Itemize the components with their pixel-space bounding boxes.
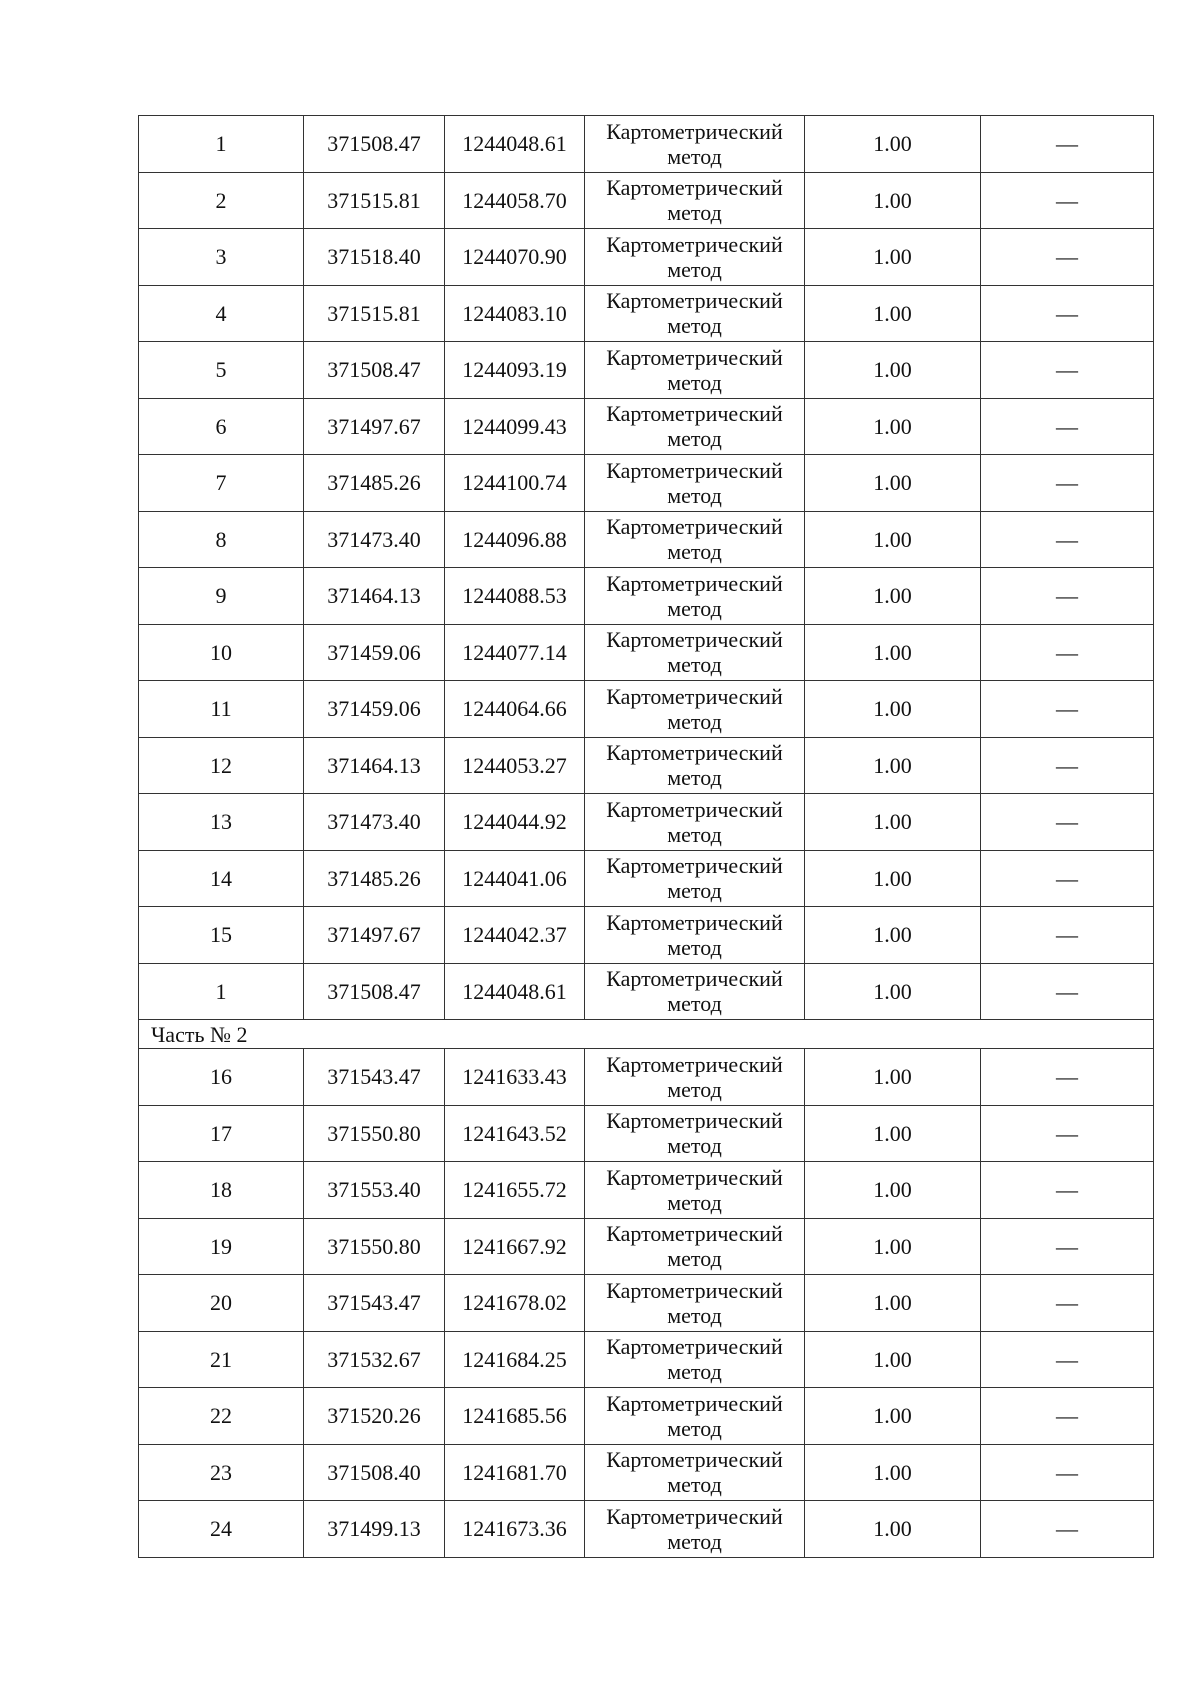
point-number-cell: 9 (139, 568, 304, 625)
table-row (139, 568, 1154, 625)
point-number-cell: 14 (139, 850, 304, 907)
y-coordinate-cell: 1244053.27 (445, 737, 585, 794)
y-coordinate-cell: 1241681.70 (445, 1444, 585, 1501)
point-number-cell: 7 (139, 455, 304, 512)
precision-cell: 1.00 (805, 794, 981, 851)
method-cell: Картометрический метод (585, 1049, 805, 1106)
point-number-cell: 8 (139, 511, 304, 568)
y-coordinate-cell: 1241673.36 (445, 1501, 585, 1558)
method-cell: Картометрический метод (585, 229, 805, 286)
precision-cell: 1.00 (805, 850, 981, 907)
method-cell: Картометрический метод (585, 285, 805, 342)
point-number-cell: 16 (139, 1049, 304, 1106)
x-coordinate-cell: 371459.06 (304, 624, 445, 681)
table-row (139, 342, 1154, 399)
table-row (139, 398, 1154, 455)
precision-cell: 1.00 (805, 963, 981, 1020)
point-number-cell: 21 (139, 1331, 304, 1388)
x-coordinate-cell: 371508.47 (304, 116, 445, 173)
method-cell: Картометрический метод (585, 794, 805, 851)
table-row (139, 1162, 1154, 1219)
section-row (139, 1020, 1154, 1049)
table-row (139, 511, 1154, 568)
x-coordinate-cell: 371485.26 (304, 850, 445, 907)
x-coordinate-cell: 371464.13 (304, 568, 445, 625)
method-cell: Картометрический метод (585, 1501, 805, 1558)
precision-cell: 1.00 (805, 172, 981, 229)
point-number-cell: 1 (139, 963, 304, 1020)
method-cell: Картометрический метод (585, 624, 805, 681)
coordinates-table (138, 115, 1154, 1558)
description-cell: — (981, 737, 1154, 794)
description-cell: — (981, 963, 1154, 1020)
y-coordinate-cell: 1244070.90 (445, 229, 585, 286)
y-coordinate-cell: 1244100.74 (445, 455, 585, 512)
y-coordinate-cell: 1241684.25 (445, 1331, 585, 1388)
x-coordinate-cell: 371464.13 (304, 737, 445, 794)
precision-cell: 1.00 (805, 1218, 981, 1275)
table-row (139, 1501, 1154, 1558)
precision-cell: 1.00 (805, 1105, 981, 1162)
x-coordinate-cell: 371543.47 (304, 1275, 445, 1332)
precision-cell: 1.00 (805, 1388, 981, 1445)
point-number-cell: 11 (139, 681, 304, 738)
point-number-cell: 1 (139, 116, 304, 173)
y-coordinate-cell: 1241643.52 (445, 1105, 585, 1162)
description-cell: — (981, 624, 1154, 681)
table-row (139, 116, 1154, 173)
y-coordinate-cell: 1241633.43 (445, 1049, 585, 1106)
description-cell: — (981, 511, 1154, 568)
method-cell: Картометрический метод (585, 907, 805, 964)
precision-cell: 1.00 (805, 1331, 981, 1388)
y-coordinate-cell: 1244093.19 (445, 342, 585, 399)
precision-cell: 1.00 (805, 229, 981, 286)
y-coordinate-cell: 1244096.88 (445, 511, 585, 568)
table-row (139, 850, 1154, 907)
y-coordinate-cell: 1244064.66 (445, 681, 585, 738)
description-cell: — (981, 1388, 1154, 1445)
y-coordinate-cell: 1244077.14 (445, 624, 585, 681)
table-row (139, 285, 1154, 342)
table-row (139, 794, 1154, 851)
description-cell: — (981, 285, 1154, 342)
method-cell: Картометрический метод (585, 737, 805, 794)
y-coordinate-cell: 1244048.61 (445, 963, 585, 1020)
point-number-cell: 2 (139, 172, 304, 229)
description-cell: — (981, 1218, 1154, 1275)
y-coordinate-cell: 1244058.70 (445, 172, 585, 229)
description-cell: — (981, 1162, 1154, 1219)
point-number-cell: 22 (139, 1388, 304, 1445)
x-coordinate-cell: 371550.80 (304, 1105, 445, 1162)
point-number-cell: 4 (139, 285, 304, 342)
point-number-cell: 23 (139, 1444, 304, 1501)
x-coordinate-cell: 371553.40 (304, 1162, 445, 1219)
table-row (139, 907, 1154, 964)
method-cell: Картометрический метод (585, 568, 805, 625)
precision-cell: 1.00 (805, 511, 981, 568)
point-number-cell: 19 (139, 1218, 304, 1275)
precision-cell: 1.00 (805, 455, 981, 512)
description-cell: — (981, 1501, 1154, 1558)
x-coordinate-cell: 371485.26 (304, 455, 445, 512)
x-coordinate-cell: 371543.47 (304, 1049, 445, 1106)
x-coordinate-cell: 371520.26 (304, 1388, 445, 1445)
table-row (139, 737, 1154, 794)
table-row (139, 1218, 1154, 1275)
precision-cell: 1.00 (805, 398, 981, 455)
precision-cell: 1.00 (805, 1501, 981, 1558)
precision-cell: 1.00 (805, 624, 981, 681)
table-body (139, 116, 1154, 1558)
y-coordinate-cell: 1244088.53 (445, 568, 585, 625)
method-cell: Картометрический метод (585, 455, 805, 512)
x-coordinate-cell: 371508.47 (304, 963, 445, 1020)
method-cell: Картометрический метод (585, 1162, 805, 1219)
precision-cell: 1.00 (805, 568, 981, 625)
precision-cell: 1.00 (805, 1049, 981, 1106)
description-cell: — (981, 1049, 1154, 1106)
method-cell: Картометрический метод (585, 342, 805, 399)
point-number-cell: 20 (139, 1275, 304, 1332)
method-cell: Картометрический метод (585, 1331, 805, 1388)
table-row (139, 681, 1154, 738)
precision-cell: 1.00 (805, 737, 981, 794)
x-coordinate-cell: 371532.67 (304, 1331, 445, 1388)
precision-cell: 1.00 (805, 907, 981, 964)
description-cell: — (981, 1105, 1154, 1162)
y-coordinate-cell: 1244042.37 (445, 907, 585, 964)
method-cell: Картометрический метод (585, 963, 805, 1020)
description-cell: — (981, 1331, 1154, 1388)
description-cell: — (981, 1444, 1154, 1501)
precision-cell: 1.00 (805, 1444, 981, 1501)
description-cell: — (981, 172, 1154, 229)
x-coordinate-cell: 371459.06 (304, 681, 445, 738)
method-cell: Картометрический метод (585, 1388, 805, 1445)
method-cell: Картометрический метод (585, 116, 805, 173)
table-row (139, 963, 1154, 1020)
y-coordinate-cell: 1244041.06 (445, 850, 585, 907)
y-coordinate-cell: 1241655.72 (445, 1162, 585, 1219)
table-row (139, 624, 1154, 681)
method-cell: Картометрический метод (585, 1275, 805, 1332)
method-cell: Картометрический метод (585, 511, 805, 568)
method-cell: Картометрический метод (585, 1444, 805, 1501)
table-row (139, 1049, 1154, 1106)
method-cell: Картометрический метод (585, 398, 805, 455)
description-cell: — (981, 794, 1154, 851)
table-row (139, 1275, 1154, 1332)
precision-cell: 1.00 (805, 342, 981, 399)
x-coordinate-cell: 371515.81 (304, 285, 445, 342)
point-number-cell: 6 (139, 398, 304, 455)
table-row (139, 1105, 1154, 1162)
description-cell: — (981, 398, 1154, 455)
x-coordinate-cell: 371497.67 (304, 398, 445, 455)
point-number-cell: 17 (139, 1105, 304, 1162)
method-cell: Картометрический метод (585, 172, 805, 229)
x-coordinate-cell: 371515.81 (304, 172, 445, 229)
point-number-cell: 10 (139, 624, 304, 681)
x-coordinate-cell: 371550.80 (304, 1218, 445, 1275)
table-row (139, 455, 1154, 512)
description-cell: — (981, 229, 1154, 286)
precision-cell: 1.00 (805, 1275, 981, 1332)
method-cell: Картометрический метод (585, 850, 805, 907)
point-number-cell: 3 (139, 229, 304, 286)
y-coordinate-cell: 1244083.10 (445, 285, 585, 342)
description-cell: — (981, 568, 1154, 625)
description-cell: — (981, 116, 1154, 173)
table-row (139, 1444, 1154, 1501)
point-number-cell: 5 (139, 342, 304, 399)
x-coordinate-cell: 371497.67 (304, 907, 445, 964)
table-row (139, 1331, 1154, 1388)
description-cell: — (981, 850, 1154, 907)
x-coordinate-cell: 371473.40 (304, 794, 445, 851)
x-coordinate-cell: 371499.13 (304, 1501, 445, 1558)
point-number-cell: 18 (139, 1162, 304, 1219)
description-cell: — (981, 1275, 1154, 1332)
method-cell: Картометрический метод (585, 1218, 805, 1275)
description-cell: — (981, 681, 1154, 738)
x-coordinate-cell: 371508.40 (304, 1444, 445, 1501)
table-row (139, 172, 1154, 229)
precision-cell: 1.00 (805, 116, 981, 173)
y-coordinate-cell: 1244048.61 (445, 116, 585, 173)
method-cell: Картометрический метод (585, 1105, 805, 1162)
description-cell: — (981, 907, 1154, 964)
table-row (139, 1388, 1154, 1445)
precision-cell: 1.00 (805, 1162, 981, 1219)
y-coordinate-cell: 1244099.43 (445, 398, 585, 455)
precision-cell: 1.00 (805, 285, 981, 342)
y-coordinate-cell: 1241678.02 (445, 1275, 585, 1332)
description-cell: — (981, 342, 1154, 399)
precision-cell: 1.00 (805, 681, 981, 738)
table-row (139, 229, 1154, 286)
x-coordinate-cell: 371508.47 (304, 342, 445, 399)
y-coordinate-cell: 1241685.56 (445, 1388, 585, 1445)
x-coordinate-cell: 371473.40 (304, 511, 445, 568)
method-cell: Картометрический метод (585, 681, 805, 738)
point-number-cell: 13 (139, 794, 304, 851)
point-number-cell: 15 (139, 907, 304, 964)
x-coordinate-cell: 371518.40 (304, 229, 445, 286)
point-number-cell: 12 (139, 737, 304, 794)
y-coordinate-cell: 1241667.92 (445, 1218, 585, 1275)
section-label: Часть № 2 (139, 1020, 1154, 1049)
description-cell: — (981, 455, 1154, 512)
point-number-cell: 24 (139, 1501, 304, 1558)
y-coordinate-cell: 1244044.92 (445, 794, 585, 851)
